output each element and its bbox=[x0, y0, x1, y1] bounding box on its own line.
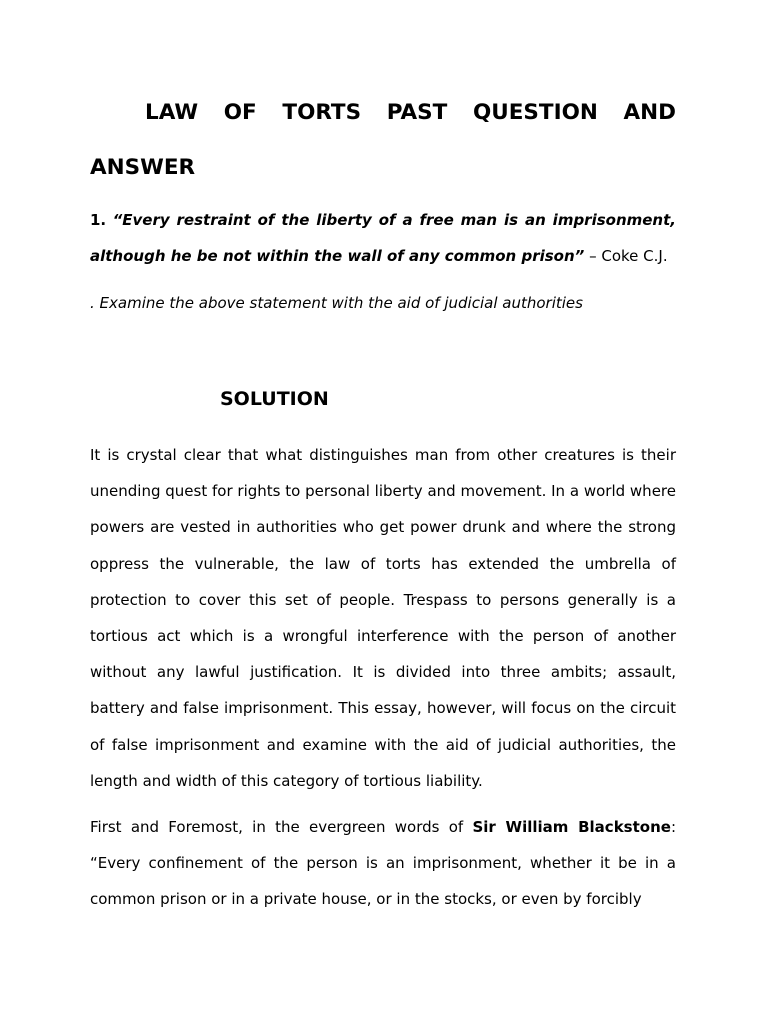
solution-paragraph-2 bbox=[90, 809, 676, 918]
question-attribution: – Coke C.J. bbox=[584, 247, 668, 265]
paragraph-2-intro: First and Foremost, in the evergreen words of bbox=[90, 818, 473, 836]
question-instruction: . Examine the above statement with the aid of judicial authorities bbox=[90, 294, 583, 312]
solution-paragraph-1: It is crystal clear that what distinguishes man from other creatures is their unending quest for rights to personal liberty and movement. In a world where powers are vested in authorities who get power drunk and where the strong oppress the vulnerable, the law of torts has extended the umbrella of protection to cover this set of people. Trespass to persons generally is a tortious act which is a wrongful interference with the person of another without any lawful justification. It is divided into three ambits; assault, battery and false imprisonment. This essay, however, will focus on the circuit of false imprisonment and examine with the aid of judicial authorities, the length and width of this category of tortious liability. bbox=[90, 446, 676, 790]
paragraph-2-rest: : “Every confinement of the person is an imprisonment, whether it be in a common prison or in a private house, or in the stocks, or even by forcibly bbox=[90, 818, 676, 909]
solution-heading: SOLUTION bbox=[220, 388, 329, 410]
question-text bbox=[90, 202, 676, 274]
question-quote: “Every restraint of the liberty of a free man is an imprisonment, although he be not within the wall of any common prison” bbox=[90, 211, 676, 265]
document-title: LAW OF TORTS PAST QUESTION AND ANSWER bbox=[90, 100, 676, 180]
blackstone-name: Sir William Blackstone bbox=[472, 818, 671, 836]
question-number: 1. bbox=[90, 211, 107, 229]
